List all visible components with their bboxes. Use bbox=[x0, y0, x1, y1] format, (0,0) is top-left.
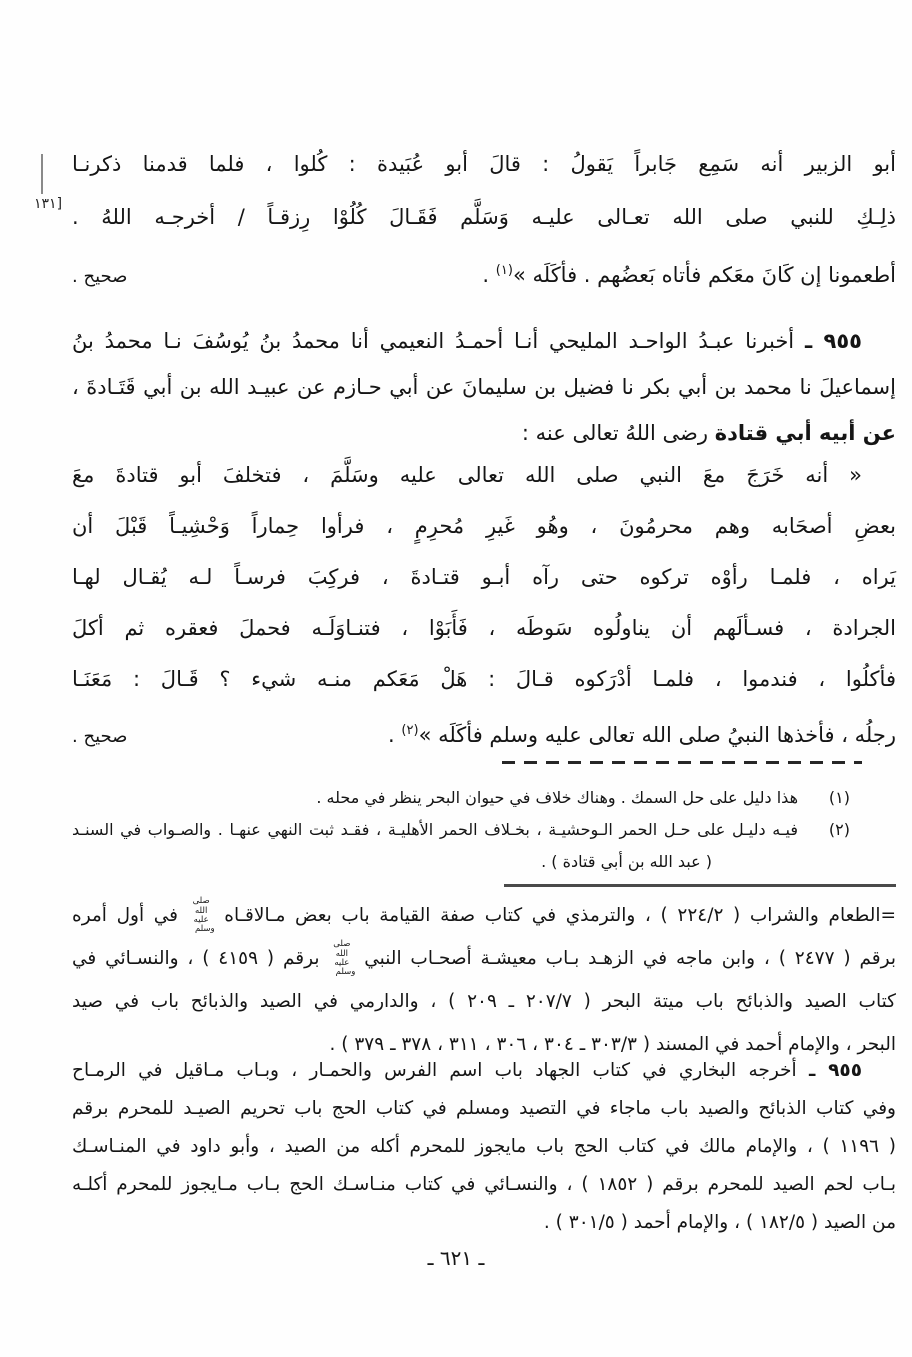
paragraph-entry-955-matn bbox=[72, 450, 896, 762]
text-line bbox=[72, 1052, 896, 1090]
text-line: أبو الزبير أنه سَمِع جَابراً يَقولُ : قالَ أبو عُبَيدة : كُلوا ، فلما قدمنا ذكرنـا bbox=[72, 152, 896, 176]
text-line: البحر ، والإمام أحمد في المسند ( ٣٠٣/٣ ـ ٣٠٤ ، ٣٠٦ ، ٣١١ ، ٣٧٨ ـ ٣٧٩ ) . bbox=[329, 1034, 896, 1055]
page-number: ـ ٦٢١ ـ bbox=[427, 1246, 485, 1270]
takhrij-divider-line bbox=[504, 884, 896, 887]
text-line bbox=[72, 318, 896, 364]
text-line: ( ١١٩٦ ) ، والإمام مالك في كتاب الحج باب مايجوز للمحرم أكله من الصيد ، وأبو داود في المنـاسـك bbox=[72, 1136, 896, 1157]
footnote-number: (٢) bbox=[828, 820, 850, 839]
text-line: يَراه ، فلمـا رأوْه تركوه حتى رآه أبـو قتـادةَ ، فركِبَ فرسـاً لـه يُقـال لهـا bbox=[72, 565, 896, 589]
hadith-end-text: أطعمونا إن كَانَ معَكم فأتاه بَعضُهم . فأكَلَه » bbox=[512, 263, 896, 287]
text-line-with-grade bbox=[72, 705, 896, 762]
text-line: « أنه خَرَجَ معَ النبي صلى الله تعالى عليه وسَلَّمَ ، فتخلفَ أبو قتادةَ معَ bbox=[72, 463, 862, 487]
takhrij-text: في أول أمره bbox=[72, 905, 179, 926]
text-line-with-grade bbox=[72, 244, 896, 303]
text-line: ذلِـكِ للنبي صلى الله تعـالى عليـه وَسَلَّم فَقَـالَ كُلُوْا رِزقـاً / أخرجـه اللهُ . bbox=[72, 205, 896, 229]
folio-marker: ١٣١] bbox=[34, 196, 63, 212]
period: . bbox=[388, 723, 395, 747]
margin-tick-mark bbox=[41, 154, 43, 194]
footnote-2-continuation: ( عبد الله بن أبي قتادة ) . bbox=[541, 852, 712, 871]
text-line bbox=[72, 937, 896, 980]
text-line: الجرادة ، فسـألَهم أن يناولُوه سَوطَه ، فَأَبَوْا ، فتنـاوَلَـه فحملَ فعقره ثم أكلَ bbox=[72, 616, 896, 640]
text-line: بـاب لحم الصيد للمحرم برقم ( ١٨٥٢ ) ، والنسـائي في كتاب منـاسـك الحج بـاب مـايجوز للمحرم أكلـه bbox=[72, 1174, 896, 1195]
grade-sahih: صحيح . bbox=[72, 266, 128, 287]
saw-ligature-icon bbox=[188, 897, 215, 934]
text-line: وفي كتاب الذبائح والصيد باب ماجاء في التصيد ومسلم في كتاب الحج باب تحريم الصيـد للمحرم برقم bbox=[72, 1098, 896, 1119]
entry-number: ٩٥٥ ـ bbox=[804, 329, 862, 353]
text-line: بعضِ أصحَابه وهم محرمُونَ ، وهُو غَيرِ مُحرِمٍ ، فرأوا حِماراً وَحْشِيـاً قَبْلَ أن bbox=[72, 514, 896, 538]
text-line: من الصيد ( ١٨٢/٥ ) ، والإمام أحمد ( ٣٠١/٥ ) . bbox=[543, 1212, 896, 1233]
text-line: إسماعيلَ نا محمد بن أبي بكر نا فضيل بن سليمانَ عن أبي حـازم عن عبيـد الله بن أبي قَتَـادةَ ، bbox=[72, 375, 896, 399]
footnote-ref-2: (٢) bbox=[401, 723, 419, 738]
takhrij-text: برقم ( ٢٤٧٧ ) ، وابن ماجه في الزهـد بـاب معيشـة أصحـاب النبي bbox=[364, 948, 896, 969]
paragraph-hadith-continuation bbox=[72, 138, 896, 303]
footnote-2 bbox=[72, 814, 896, 846]
text-line bbox=[72, 894, 896, 937]
footnote-ref-1: (١) bbox=[495, 263, 513, 278]
saw-ligature-icon bbox=[328, 940, 355, 977]
footnote-text: فيـه دليـل على حـل الحمر الـوحشيـة ، بخـلاف الحمر الأهليـة ، فقـد ثبت النهي عنهـا . والصـواب في السنـد bbox=[72, 820, 798, 839]
saw-text: صلى الله عليه وسلم bbox=[333, 939, 356, 978]
taradi-formula: رضى اللهُ تعالى عنه : bbox=[521, 421, 709, 445]
footnote-dashed-divider bbox=[502, 761, 862, 764]
takhrij-text: أخرجه البخاري في كتاب الجهاد باب اسم الفرس والحمـار ، وبـاب مـاقيل في الرمـاح bbox=[72, 1060, 797, 1081]
saw-text: صلى الله عليه وسلم bbox=[192, 896, 215, 935]
entry-number: ٩٥٥ ـ bbox=[808, 1060, 862, 1081]
grade-sahih: صحيح . bbox=[72, 726, 128, 747]
period: . bbox=[482, 263, 490, 287]
footnote-1 bbox=[72, 782, 896, 814]
footnotes-section bbox=[72, 782, 896, 878]
hadith-end-text: رجلُه ، فأخذها النبيُ صلى الله تعالى عليه وسلم فأكَلَه » bbox=[418, 723, 896, 747]
takhrij-text: برقم ( ٤١٥٩ ) ، والنسـائي في bbox=[72, 948, 320, 969]
text-line: كتاب الصيد والذبائح باب ميتة البحر ( ٢٠٧/٧ ـ ٢٠٩ ) ، والدارمي في الصيد والذبائح باب في صيد bbox=[72, 991, 896, 1012]
isnad-text: أخبرنا عبـدُ الواحـد المليحي أنـا أحمـدُ النعيمي أنا محمدُ بنُ يُوسُفَ نـا محمدُ بنُ bbox=[72, 329, 795, 353]
footnote-number: (١) bbox=[828, 788, 850, 807]
paragraph-takhrij-955 bbox=[72, 1052, 896, 1242]
text-line bbox=[388, 705, 896, 761]
footnote-text: هذا دليل على حل السمك . وهناك خلاف في حيوان البحر ينظر في محله . bbox=[316, 788, 798, 807]
takhrij-text: =الطعام والشراب ( ٢٢٤/٢ ) ، والترمذي في كتاب صفة القيامة باب بعض مـالاقـاه bbox=[224, 905, 896, 926]
narrator-name: عن أبيه أبي قتادة bbox=[714, 421, 896, 445]
text-line bbox=[482, 244, 896, 302]
paragraph-takhrij-continuation bbox=[72, 894, 896, 1066]
paragraph-entry-955-isnad bbox=[72, 318, 896, 456]
text-line: فأكلُوا ، فندموا ، فلمـا أدْرَكوه قـالَ : هَلْ مَعَكم منـه شيء ؟ قَـالَ : مَعَنَـا bbox=[72, 667, 896, 691]
